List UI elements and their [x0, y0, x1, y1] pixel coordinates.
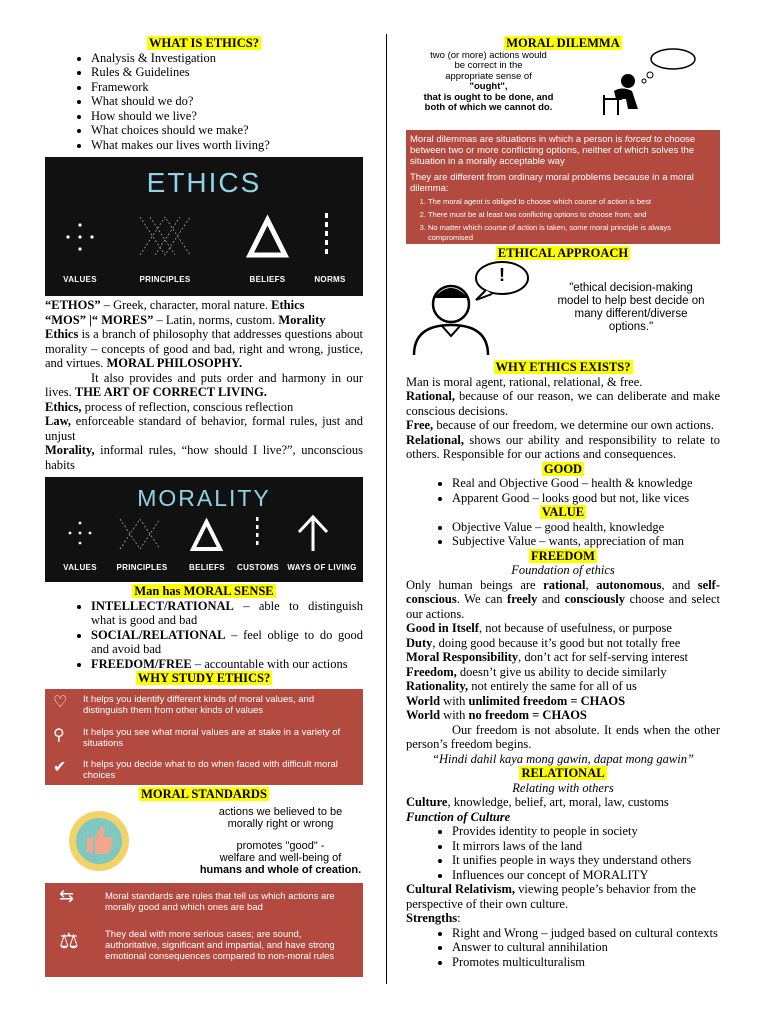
- list-item: • What makes our lives worth living?: [91, 138, 363, 153]
- relational-heading: RELATIONAL: [521, 766, 605, 780]
- moral-sense-heading: Man has MORAL SENSE: [134, 584, 274, 598]
- culture-function-list: [406, 824, 720, 882]
- why-study-item: ⚲ It helps you see what moral values are at stake in a variety of situations: [53, 726, 341, 749]
- arrow-up-icon: [299, 517, 327, 551]
- moral-dilemma-heading: MORAL DILEMMA: [506, 36, 620, 50]
- ethics-banner: [45, 157, 363, 296]
- list-item: • Answer to cultural annihilation: [452, 940, 720, 955]
- left-column: [45, 0, 363, 977]
- morality-label-customs: CUSTOMS: [237, 563, 279, 572]
- morality-banner: [45, 477, 363, 582]
- list-item: 3. No matter which course of action is taken, some moral principle is always compromised: [428, 223, 716, 243]
- dilemma-definition: two (or more) actions would be correct in the appropriate sense of "ought", that is ought to be done, and both of which we cannot do.: [423, 49, 554, 113]
- vertical-dashes-icon: [325, 213, 328, 254]
- approach-bubble-text: !: [499, 265, 505, 285]
- dots-icon: [66, 223, 93, 250]
- ethos-section: “ETHOS” – Greek, character, moral nature. Ethics “MOS” |“ MORES” – Latin, norms, custom. Morality Ethics is a branch of philosophy that addresses questions about morality – concepts of good and bad, right and wrong, justice, and virtues. MORAL PHILOSOPHY. It also provides and puts order and harmony in our lives. THE ART OF CORRECT LIVING. Ethics, process of reflection, conscious reflection Law, enforceable standard of behavior, formal rules, just and unjust Morality, informal rules, “how should I live?”, unconscious habits: [45, 298, 363, 472]
- dilemma-conditions: [410, 197, 716, 243]
- choices-icon: ✔: [53, 758, 67, 776]
- signpost-icon: ⇆: [59, 886, 75, 906]
- thinking-person-icon: [578, 41, 718, 115]
- ethics-label-norms: NORMS: [314, 275, 346, 284]
- lattice-icon: [120, 519, 160, 549]
- list-item: • Real and Objective Good – health & knowledge: [452, 476, 720, 491]
- list-item: • FREEDOM/FREE – accountable with our actions: [91, 657, 363, 672]
- list-item: • Analysis & Investigation: [91, 51, 363, 66]
- list-item: 1. The moral agent is obliged to choose which course of action is best: [428, 197, 716, 207]
- morality-label-values: VALUES: [63, 563, 97, 572]
- morality-banner-title: MORALITY: [137, 485, 271, 511]
- list-item: • Rules & Guidelines: [91, 65, 363, 80]
- moral-standards-caption: actions we believed to be morally right or wrong promotes "good" - welfare and well-being of humans and whole of creation.: [199, 806, 362, 876]
- heart-hand-icon: ♡: [53, 693, 68, 711]
- freedom-quote: “Hindi dahil kaya mong gawin, dapat mong gawin”: [432, 751, 694, 766]
- ethics-label-principles: PRINCIPLES: [139, 275, 191, 284]
- thumbs-up-icon: [63, 803, 143, 883]
- list-item: • It mirrors laws of the land: [452, 839, 720, 854]
- morality-label-beliefs: BELIEFS: [189, 563, 225, 572]
- relational-subtitle: Relating with others: [512, 780, 614, 795]
- list-item: 2. There must be at least two conflicting options to choose from; and: [428, 210, 716, 220]
- why-ethics-exists-heading: WHY ETHICS EXISTS?: [495, 360, 631, 374]
- moral-standards-box: ⇆ Moral standards are rules that tell us which actions are morally good and which ones are bad ⚖ They deal with more serious cases; are sound, authoritative, significant and impartial, and have strong emotional consequences compared to non-moral rules: [45, 883, 363, 977]
- freedom-subtitle: Foundation of ethics: [511, 563, 615, 577]
- list-item: • It unifies people in ways they understand others: [452, 853, 720, 868]
- list-item: • Subjective Value – wants, appreciation of man: [452, 534, 720, 549]
- dilemma-box: Moral dilemmas are situations in which a person is forced to choose between two or more conflicting options, neither of which solves the situation in a morally acceptable way They are different from ordinary moral problems because in a moral dilemma: 1. The moral agent is obliged to choose which course of action is best 2. There must be at least two conflicting options to choose from; and 3. No matter which course of action is taken, some moral principle is always compromised: [406, 130, 720, 244]
- vertical-dashes-icon: [256, 517, 259, 545]
- scales-icon: ⚖: [59, 928, 79, 953]
- list-item: • Influences our concept of MORALITY: [452, 868, 720, 883]
- ethics-label-beliefs: BELIEFS: [249, 275, 286, 284]
- list-item: • What choices should we make?: [91, 123, 363, 138]
- freedom-heading: FREEDOM: [531, 548, 595, 563]
- why-study-heading: WHY STUDY ETHICS?: [137, 671, 271, 685]
- list-item: • Objective Value – good health, knowledge: [452, 520, 720, 535]
- freedom-body: Only human beings are rational, autonomous, and self-conscious. We can freely and consciously choose and select our actions. Good in Itself, not because of usefulness, or purpose Duty, doing good because it’s good but not totally free Moral Responsibility, don’t act for self-serving interest Freedom, doesn’t give us ability to decide similarly Rationality, not entirely the same for all of us World with unlimited freedom = CHAOS World with no freedom = CHAOS Our freedom is not absolute. It ends when the other person’s freedom begins. “Hindi dahil kaya mong gawin, dapat mong gawin”: [406, 577, 720, 766]
- dots-icon: [69, 522, 92, 545]
- list-item: • Apparent Good – looks good but not, like vices: [452, 491, 720, 506]
- list-item: • How should we live?: [91, 109, 363, 124]
- list-item: • Promotes multiculturalism: [452, 955, 720, 970]
- lattice-icon: [140, 217, 190, 255]
- list-item: • SOCIAL/RELATIONAL – feel oblige to do good and avoid bad: [91, 628, 363, 657]
- morality-label-ways-of-living: WAYS OF LIVING: [287, 563, 357, 572]
- ethical-approach-graphic: [406, 260, 720, 360]
- what-is-ethics-list: [45, 51, 363, 153]
- why-study-item: ✔ It helps you decide what to do when faced with difficult moral choices: [53, 758, 338, 781]
- list-item: • What should we do?: [91, 94, 363, 109]
- morality-label-principles: PRINCIPLES: [116, 563, 168, 572]
- list-item: • Provides identity to people in society: [452, 824, 720, 839]
- triangle-icon: [193, 522, 220, 549]
- strengths-list: [406, 926, 720, 970]
- triangle-icon: [250, 220, 285, 255]
- ethical-approach-heading: ETHICAL APPROACH: [497, 245, 629, 260]
- list-item: • Framework: [91, 80, 363, 95]
- why-ethics-exists-body: Man is moral agent, rational, relational, & free. Rational, because of our reason, we can deliberate and make conscious decisions. Free, because of our freedom, we determine our own actions. Relational, shows our ability and responsibility to relate to others. Responsible for our actions and consequences.: [406, 374, 720, 461]
- ethics-banner-title: ETHICS: [146, 167, 262, 198]
- value-list: [406, 520, 720, 549]
- moral-standards-heading: MORAL STANDARDS: [141, 786, 267, 801]
- why-study-box: [45, 689, 363, 785]
- moral-dilemma-graphic: [406, 51, 720, 125]
- moral-standards-graphic: [45, 801, 363, 881]
- value-heading: VALUE: [541, 505, 585, 519]
- what-is-ethics-heading: WHAT IS ETHICS?: [149, 36, 259, 50]
- person-speech-icon: [406, 260, 536, 360]
- relational-body: Culture, knowledge, belief, art, moral, law, customs Function of Culture • Provides identity to people in society • It mirrors laws of the land • It unifies people in ways they understand others • Influences our concept of MORALITY Cultural Relativism, viewing people’s behavior from the perspective of their own culture. Strengths: • Right and Wrong – judged based on cultural contexts • Answer to cultural annihilation • Promotes multiculturalism: [406, 795, 720, 969]
- search-icon: ⚲: [53, 726, 65, 744]
- approach-quote: "ethical decision-making model to help best decide on many different/diverse options.": [557, 282, 705, 333]
- moral-sense-list: [45, 599, 363, 672]
- list-item: • INTELLECT/RATIONAL – able to distinguish what is good and bad: [91, 599, 363, 628]
- column-divider: [386, 34, 387, 984]
- good-list: [406, 476, 720, 505]
- list-item: • Right and Wrong – judged based on cultural contexts: [452, 926, 720, 941]
- ethics-label-values: VALUES: [63, 275, 97, 284]
- right-column: [406, 0, 720, 969]
- good-heading: GOOD: [543, 461, 583, 476]
- why-study-item: ♡ It helps you identify different kinds of moral values, and distinguish them from other kinds of values: [53, 693, 315, 716]
